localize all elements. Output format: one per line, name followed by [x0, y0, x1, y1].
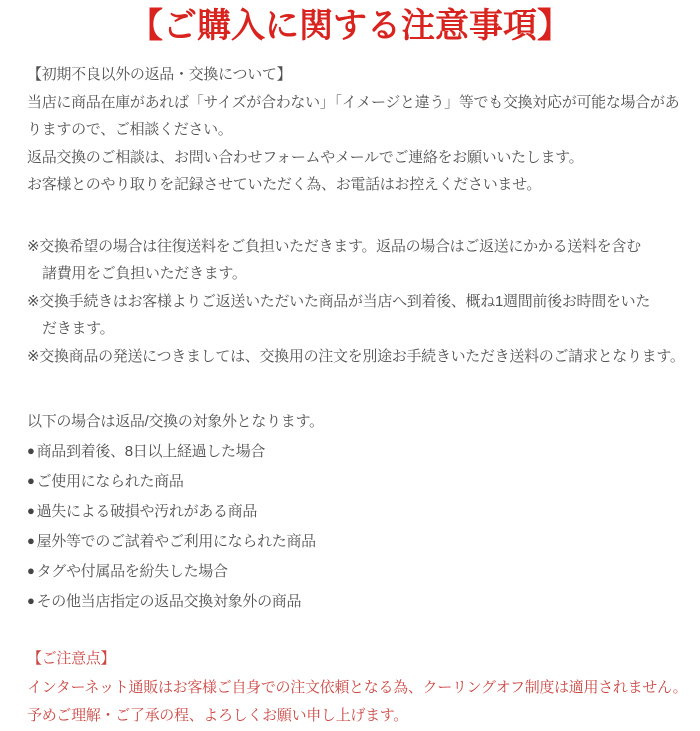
exclusion-item-text: その他当店指定の返品交換対象外の商品 — [36, 593, 302, 610]
bullet-icon: ● — [27, 563, 35, 578]
exclusion-item-text: 屋外等でのご試着やご利用になられた商品 — [36, 533, 316, 550]
list-item — [27, 526, 692, 556]
note-reorder: ※交換商品の発送につきましては、交換用の注文を別途お手続きいただき送料のご請求となります。 — [27, 347, 685, 365]
list-item — [27, 586, 692, 616]
returns-exchange-heading: 【初期不良以外の返品・交換について】 — [27, 66, 292, 83]
bullet-icon: ● — [27, 443, 35, 458]
exclusions-heading: 以下の場合は返品/交換の対象外となります。 — [27, 413, 324, 430]
bullet-icon: ● — [27, 533, 35, 548]
text-line: 当店に商品在庫があれば「サイズが合わない」「イメージと違う」等でも交換対応が可能な場合があ — [27, 93, 680, 111]
exclusion-item-text: 過失による破損や汚れがある商品 — [36, 503, 258, 520]
note-shipping-cost-line2: 諸費用をご負担いただきます。 — [42, 265, 247, 282]
caution-thanks-line: 予めご理解・ご了承の程、よろしくお願い申し上げます。 — [27, 707, 409, 724]
exclusions-section — [0, 407, 700, 616]
exclusion-item-text: 商品到着後、8日以上経過した場合 — [36, 443, 266, 460]
list-item — [27, 496, 692, 526]
exclusion-item-text: タグや付属品を紛失した場合 — [36, 563, 228, 580]
exchange-notes-section — [0, 233, 700, 371]
bullet-icon: ● — [27, 473, 35, 488]
list-item — [27, 436, 692, 466]
note-processing-time-line2: だきます。 — [42, 320, 115, 337]
caution-heading: 【ご注意点】 — [27, 650, 116, 667]
list-item — [27, 556, 692, 586]
note-shipping-cost-line1: ※交換希望の場合は往復送料をご負担いただきます。返品の場合はご返送にかかる送料を含む — [27, 237, 641, 255]
note-processing-time-line1: ※交換手続きはお客様よりご返送いただいた商品が当店へ到着後、概ね1週間前後お時間をいた — [27, 292, 651, 310]
text-line: お客様とのやり取りを記録させていただく為、お電話はお控えくださいませ。 — [27, 176, 542, 193]
caution-section — [0, 645, 700, 731]
caution-cooling-off-line: インターネット通販はお客様ご自身での注文依頼となる為、クーリングオフ制度は適用されません。 — [27, 678, 688, 696]
bullet-icon: ● — [27, 503, 35, 518]
bullet-icon: ● — [27, 593, 35, 608]
text-line: 返品交換のご相談は、お問い合わせフォームやメールでご連絡をお願いいたします。 — [27, 148, 584, 166]
text-line: りますので、ご相談ください。 — [27, 121, 233, 138]
returns-exchange-section — [0, 61, 700, 199]
list-item — [27, 466, 692, 496]
page-title: 【ご購入に関する注意事項】 — [129, 7, 571, 45]
exclusion-item-text: ご使用になられた商品 — [36, 473, 184, 490]
